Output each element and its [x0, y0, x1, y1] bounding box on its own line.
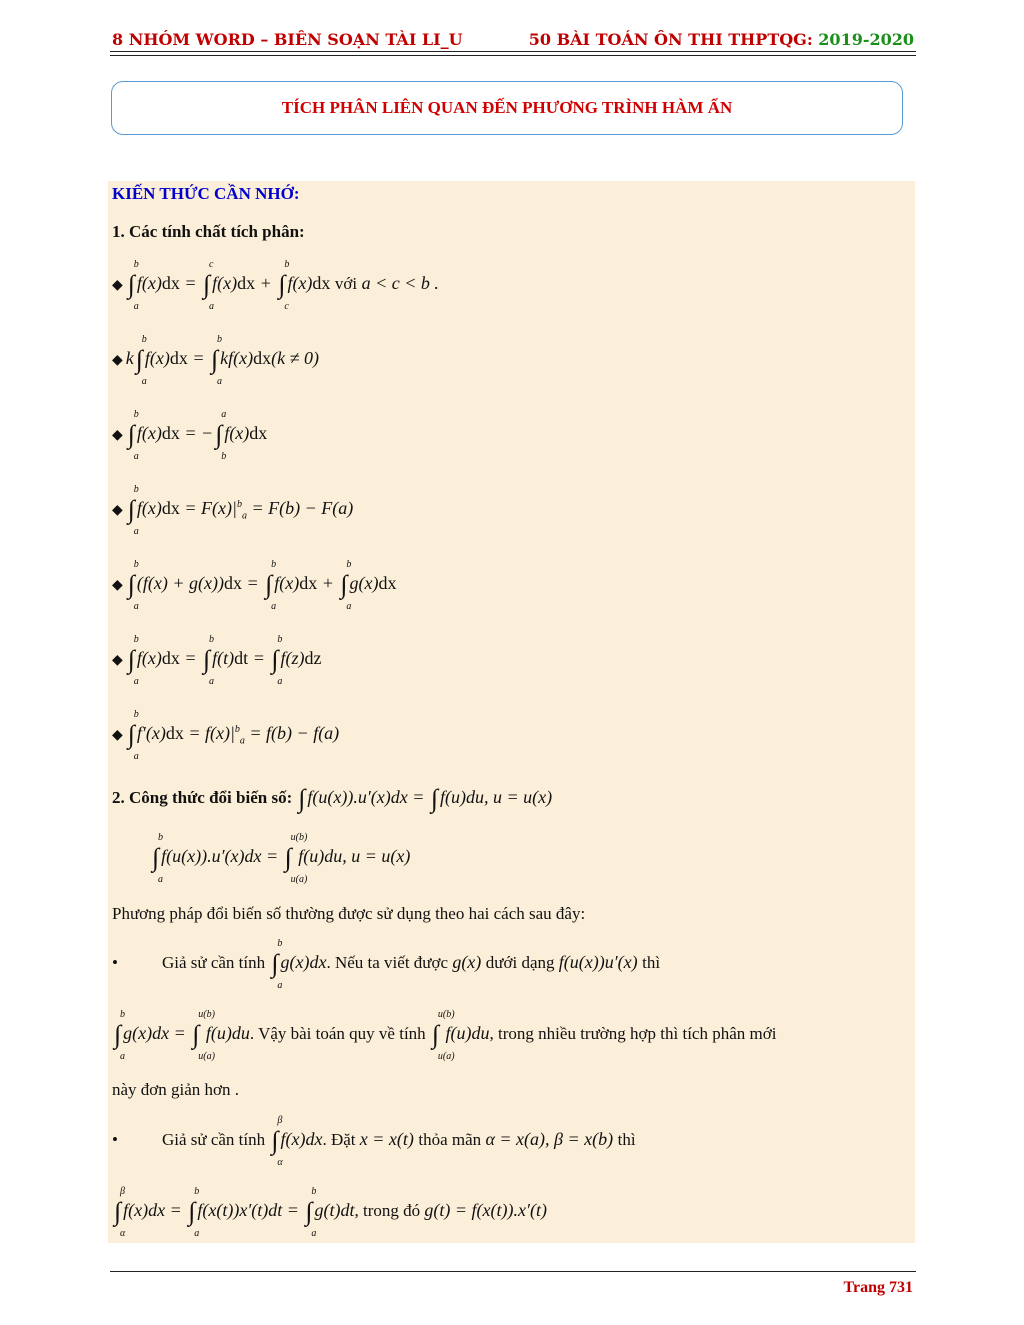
case2-e: , trong đó — [354, 1201, 421, 1221]
header-rule-thin — [110, 55, 916, 56]
page-title: TÍCH PHÂN LIÊN QUAN ĐẾN PHƯƠNG TRÌNH HÀM ẨN — [281, 98, 733, 117]
property-derivative: ◆ ∫ b a $f'(x)dx = f(x)|^b_a = f(b) - f(a)$ — [112, 709, 340, 762]
case2-d: thì — [617, 1130, 636, 1150]
case1-e: . Vậy bài toán quy về tính — [249, 1024, 426, 1044]
part1-heading: 1. Các tính chất tích phân: — [112, 222, 305, 241]
property-additivity: ◆ ∫ b a f(x)dx = ∫ c a f(x)dx + ∫ b c f(x)dx với a < c < b . — [112, 259, 439, 312]
case2-b: . Đặt — [322, 1130, 356, 1150]
case1-line1: • Giả sử cần tính ∫ b a g(x)dx. Nếu ta viết được g(x) dưới dạng f(u(x))u′(x) thì — [112, 938, 661, 991]
property-reverse: ◆ ∫ b a f(x)dx = −∫ a b f(x)dx — [112, 409, 268, 462]
property-sum: ◆ ∫ b a (f(x) + g(x))dx = ∫ b a f(x)dx + ∫ b a g(x)dx — [112, 559, 397, 612]
property-constant: ◆ k∫ b a f(x)dx = ∫ b a kf(x)dx(k ≠ 0) — [112, 334, 319, 387]
header-rule — [110, 51, 916, 52]
case1-f: , trong nhiều trường hợp thì tích phân mới — [489, 1024, 777, 1044]
header-left: 8 NHÓM WORD – BIÊN SOẠN TÀI LI_U — [112, 30, 463, 49]
property-variable-change: ◆ ∫ b a f(x)dx = ∫ b a f(t)dt = ∫ b a f(z)dz — [112, 634, 322, 687]
header-year: 2019-2020 — [818, 30, 914, 49]
footer-rule — [110, 1271, 916, 1272]
case2-a: Giả sử cần tính — [161, 1130, 266, 1150]
case1-a: Giả sử cần tính — [161, 953, 266, 973]
header-right — [529, 30, 914, 49]
case2-line2: ∫ β α f(x)dx = ∫ b a f(x(t))x′(t)dt = ∫ b a g(t)dt, trong đó g(t) = f(x(t)).x′(t) — [114, 1186, 547, 1239]
case2-c: thỏa mãn — [418, 1130, 482, 1150]
title-box — [111, 81, 903, 135]
part2-heading: 2. Công thức đổi biến số: — [112, 788, 293, 808]
substitution-definite: ∫ b a f(u(x)).u′(x)dx = ∫ u(b) u(a) f(u)du, u = u(x) — [152, 832, 411, 885]
page-number: Trang 731 — [843, 1279, 913, 1296]
case1-line2: ∫ b a g(x)dx = ∫ u(b) u(a) f(u)du. Vậy bài toán quy về tính ∫ u(b) u(a) f(u)du, trong nhiều trường hợp thì tích phân mới — [114, 1009, 777, 1062]
with-word: với — [334, 274, 358, 294]
case1-g: này đơn giản hơn . — [112, 1080, 240, 1099]
header-right-prefix: 50 BÀI TOÁN ÔN THI THPTQG: — [528, 30, 819, 49]
property-newton-leibniz: ◆ ∫ b a $f(x)dx = F(x)|^b_a = F(b) - F(a)$ — [112, 484, 354, 537]
method-intro: Phương pháp đổi biến số thường được sử dụng theo hai cách sau đây: — [112, 904, 586, 923]
case1-c: dưới dạng — [485, 953, 555, 973]
part2-row: 2. Công thức đổi biến số: ∫ f(u(x)).u′(x)dx = ∫ f(u)du, u = u(x) — [112, 784, 553, 813]
section-heading: KIẾN THỨC CẦN NHỚ: — [112, 184, 300, 203]
case2-line1: • Giả sử cần tính ∫ β α f(x)dx. Đặt x = x(t) thỏa mãn α = x(a), β = x(b) thì — [112, 1115, 636, 1168]
case1-b: . Nếu ta viết được — [326, 953, 449, 973]
case1-d: thì — [642, 953, 661, 973]
